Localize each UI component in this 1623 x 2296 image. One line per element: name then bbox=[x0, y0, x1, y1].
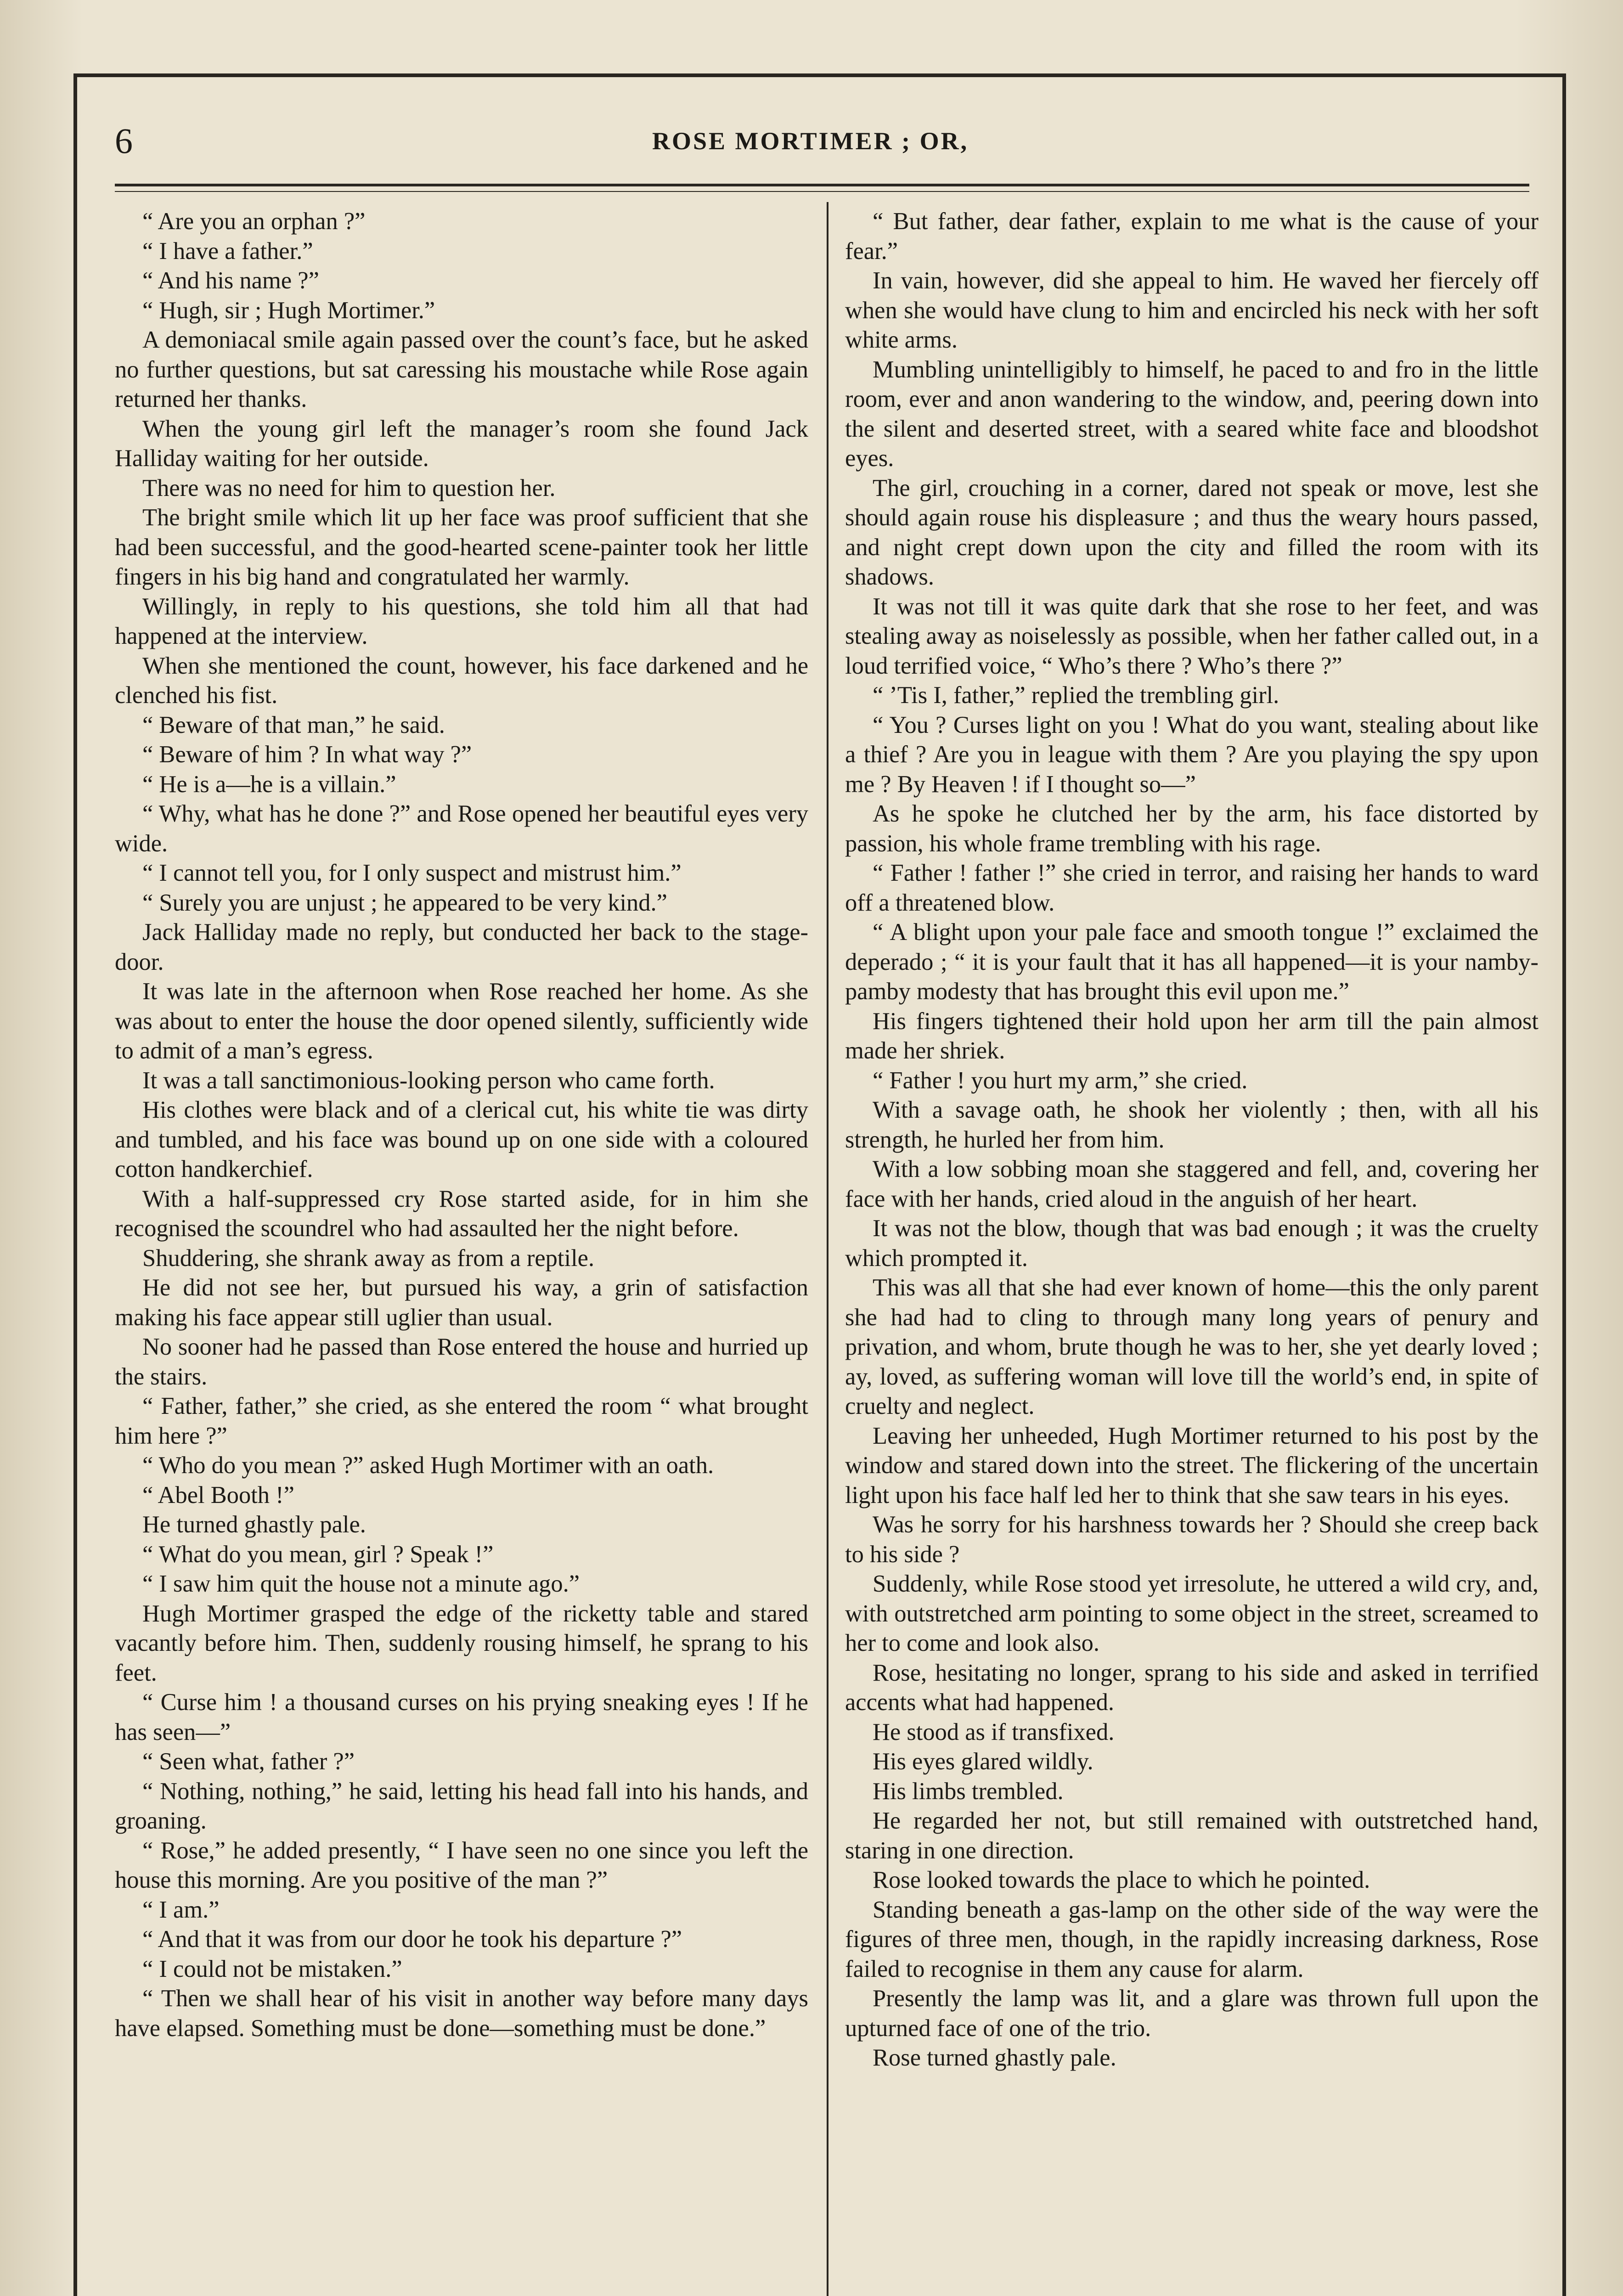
paragraph: With a low sobbing moan she staggered and fell, and, covering her face with her hands, cried aloud in the anguish of her heart. bbox=[845, 1156, 1538, 1212]
paragraph: “ Then we shall hear of his visit in another way before many days have elapsed. Something must be done—something must be done.” bbox=[115, 1985, 808, 2042]
paragraph: There was no need for him to question her. bbox=[142, 474, 556, 501]
paragraph: “ I cannot tell you, for I only suspect and mistrust him.” bbox=[142, 860, 682, 886]
paragraph: “ Abel Booth !” bbox=[142, 1481, 294, 1508]
paragraph: His fingers tightened their hold upon her arm till the pain almost made her shriek. bbox=[845, 1007, 1538, 1064]
paragraph: Standing beneath a gas-lamp on the other side of the way were the figures of three men, though, in the rapidly increasing darkness, Rose failed to recognise in them any cause for alarm. bbox=[845, 1896, 1538, 1982]
paragraph: “ I have a father.” bbox=[142, 237, 313, 264]
paragraph: The bright smile which lit up her face was proof sufficient that she had been successful, and the good-hearted scene-painter took her little fingers in his big hand and congratulated her warmly. bbox=[115, 504, 808, 590]
paragraph: He stood as if transfixed. bbox=[873, 1718, 1115, 1745]
paragraph: This was all that she had ever known of home—this the only parent she had had to cling to through many long years of penury and privation, and whom, brute though he was to her, she yet dearly loved ; ay, loved, as suffering woman will love till the world’s end, in spite of cruelty and neglect. bbox=[845, 1274, 1538, 1419]
paragraph: “ I could not be mistaken.” bbox=[142, 1955, 402, 1982]
paragraph: “ I saw him quit the house not a minute ago.” bbox=[142, 1570, 580, 1597]
paragraph: “ Why, what has he done ?” and Rose opened her beautiful eyes very wide. bbox=[115, 800, 808, 857]
paragraph: He regarded her not, but still remained with outstretched hand, staring in one direction. bbox=[845, 1807, 1538, 1864]
paragraph: “ You ? Curses light on you ! What do you want, stealing about like a thief ? Are you in league with them ? Are you playing the spy upon me ? By Heaven ! if I thought so—” bbox=[845, 711, 1538, 798]
paragraph: “ Father ! father !” she cried in terror, and raising her hands to ward off a threatened blow. bbox=[845, 860, 1538, 916]
paragraph: “ Beware of him ? In what way ?” bbox=[142, 741, 472, 768]
paragraph: “ Seen what, father ?” bbox=[142, 1748, 355, 1775]
paragraph: “ But father, dear father, explain to me what is the cause of your fear.” bbox=[845, 208, 1538, 264]
paragraph: “ And his name ?” bbox=[142, 267, 319, 294]
paragraph: “ Beware of that man,” he said. bbox=[142, 711, 445, 738]
paragraph: The girl, crouching in a corner, dared not speak or move, lest she should again rouse his displeasure ; and thus the weary hours passed, and night crept down upon the city and filled the room with its shadows. bbox=[845, 474, 1538, 590]
paragraph: No sooner had he passed than Rose entered the house and hurried up the stairs. bbox=[115, 1334, 808, 1390]
paragraph: Hugh Mortimer grasped the edge of the ricketty table and stared vacantly before him. Then, suddenly rousing himself, he sprang to his feet. bbox=[115, 1600, 808, 1686]
paragraph: Was he sorry for his harshness towards her ? Should she creep back to his side ? bbox=[845, 1511, 1538, 1568]
paragraph: “ Father, father,” she cried, as she entered the room “ what brought him here ?” bbox=[115, 1393, 808, 1449]
paragraph: When the young girl left the manager’s room she found Jack Halliday waiting for her outside. bbox=[115, 415, 808, 472]
paragraph: Mumbling unintelligibly to himself, he paced to and fro in the little room, ever and anon wandering to the window, and, peering down into the silent and deserted street, with a seared white face and bloodshot eyes. bbox=[845, 356, 1538, 472]
paragraph: “ Who do you mean ?” asked Hugh Mortimer with an oath. bbox=[142, 1452, 714, 1479]
paragraph: He turned ghastly pale. bbox=[142, 1511, 366, 1538]
paragraph: As he spoke he clutched her by the arm, his face distorted by passion, his whole frame trembling with his rage. bbox=[845, 800, 1538, 857]
paragraph: Willingly, in reply to his questions, she told him all that had happened at the interview. bbox=[115, 593, 808, 649]
paragraph: It was late in the afternoon when Rose reached her home. As she was about to enter the house the door opened silently, sufficiently wide to admit of a man’s egress. bbox=[115, 978, 808, 1064]
paragraph: His eyes glared wildly. bbox=[873, 1748, 1093, 1775]
paragraph: Rose, hesitating no longer, sprang to his side and asked in terrified accents what had happened. bbox=[845, 1659, 1538, 1716]
paragraph: “ Nothing, nothing,” he said, letting his head fall into his hands, and groaning. bbox=[115, 1778, 808, 1834]
paragraph: Jack Halliday made no reply, but conducted her back to the stage-door. bbox=[115, 919, 808, 975]
paragraph: “ Are you an orphan ?” bbox=[142, 208, 366, 235]
paragraph: Suddenly, while Rose stood yet irresolute, he uttered a wild cry, and, with outstretched arm pointing to some object in the street, screamed to her to come and look also. bbox=[845, 1570, 1538, 1656]
header-rule bbox=[115, 184, 1529, 186]
paragraph: “ Curse him ! a thousand curses on his prying sneaking eyes ! If he has seen—” bbox=[115, 1689, 808, 1745]
paragraph: “ A blight upon your pale face and smooth tongue !” exclaimed the deperado ; “ it is your fault that it has all happened—it is your namby-pamby modesty that has brought this evil upon me.” bbox=[845, 919, 1538, 1005]
left-column bbox=[115, 207, 808, 2296]
paragraph: His clothes were black and of a clerical cut, his white tie was dirty and tumbled, and his face was bound up on one side with a coloured cotton handkerchief. bbox=[115, 1097, 808, 1182]
paragraph: He did not see her, but pursued his way, a grin of satisfaction making his face appear still uglier than usual. bbox=[115, 1274, 808, 1331]
paragraph: “ What do you mean, girl ? Speak !” bbox=[142, 1541, 494, 1568]
paragraph: In vain, however, did she appeal to him. He waved her fiercely off when she would have clung to him and encircled his neck with her soft white arms. bbox=[845, 267, 1538, 353]
paragraph: “ Surely you are unjust ; he appeared to be very kind.” bbox=[142, 889, 667, 916]
paragraph: “ Hugh, sir ; Hugh Mortimer.” bbox=[142, 297, 435, 324]
paragraph: “ He is a—he is a villain.” bbox=[142, 771, 396, 798]
column-divider bbox=[827, 202, 828, 2296]
page-number: 6 bbox=[115, 121, 133, 161]
paragraph: It was a tall sanctimonious-looking person who came forth. bbox=[142, 1067, 715, 1094]
paragraph: “ Rose,” he added presently, “ I have seen no one since you left the house this morning. Are you positive of the man ?” bbox=[115, 1837, 808, 1893]
paragraph: With a savage oath, he shook her violently ; then, with all his strength, he hurled her from him. bbox=[845, 1097, 1538, 1153]
header-rule-thin bbox=[115, 191, 1529, 192]
paragraph: With a half-suppressed cry Rose started aside, for in him she recognised the scoundrel who had assaulted her the night before. bbox=[115, 1185, 808, 1242]
paragraph: Shuddering, she shrank away as from a reptile. bbox=[142, 1244, 595, 1272]
right-column bbox=[845, 207, 1538, 2296]
running-title: ROSE MORTIMER ; OR, bbox=[652, 127, 969, 155]
paragraph: It was not the blow, though that was bad enough ; it was the cruelty which prompted it. bbox=[845, 1215, 1538, 1272]
paragraph: “ Father ! you hurt my arm,” she cried. bbox=[873, 1067, 1248, 1094]
paragraph: Leaving her unheeded, Hugh Mortimer returned to his post by the window and stared down into the street. The flickering of the uncertain light upon his face half led her to think that she saw tears in his eyes. bbox=[845, 1422, 1538, 1508]
paragraph: “ ’Tis I, father,” replied the trembling girl. bbox=[873, 682, 1279, 709]
paragraph: Rose turned ghastly pale. bbox=[873, 2044, 1116, 2071]
paragraph: Presently the lamp was lit, and a glare was thrown full upon the upturned face of one of the trio. bbox=[845, 1985, 1538, 2042]
paragraph: “ And that it was from our door he took his departure ?” bbox=[142, 1926, 682, 1953]
paragraph: It was not till it was quite dark that she rose to her feet, and was stealing away as noiselessly as possible, when her father called out, in a loud terrified voice, “ Who’s there ? Who’s there ?” bbox=[845, 593, 1538, 679]
paragraph: Rose looked towards the place to which he pointed. bbox=[873, 1867, 1370, 1893]
paragraph: When she mentioned the count, however, his face darkened and he clenched his fist. bbox=[115, 652, 808, 709]
paragraph: A demoniacal smile again passed over the count’s face, but he asked no further questions, but sat caressing his moustache while Rose again returned her thanks. bbox=[115, 326, 808, 412]
paragraph: “ I am.” bbox=[142, 1896, 220, 1923]
paragraph: His limbs trembled. bbox=[873, 1778, 1064, 1805]
